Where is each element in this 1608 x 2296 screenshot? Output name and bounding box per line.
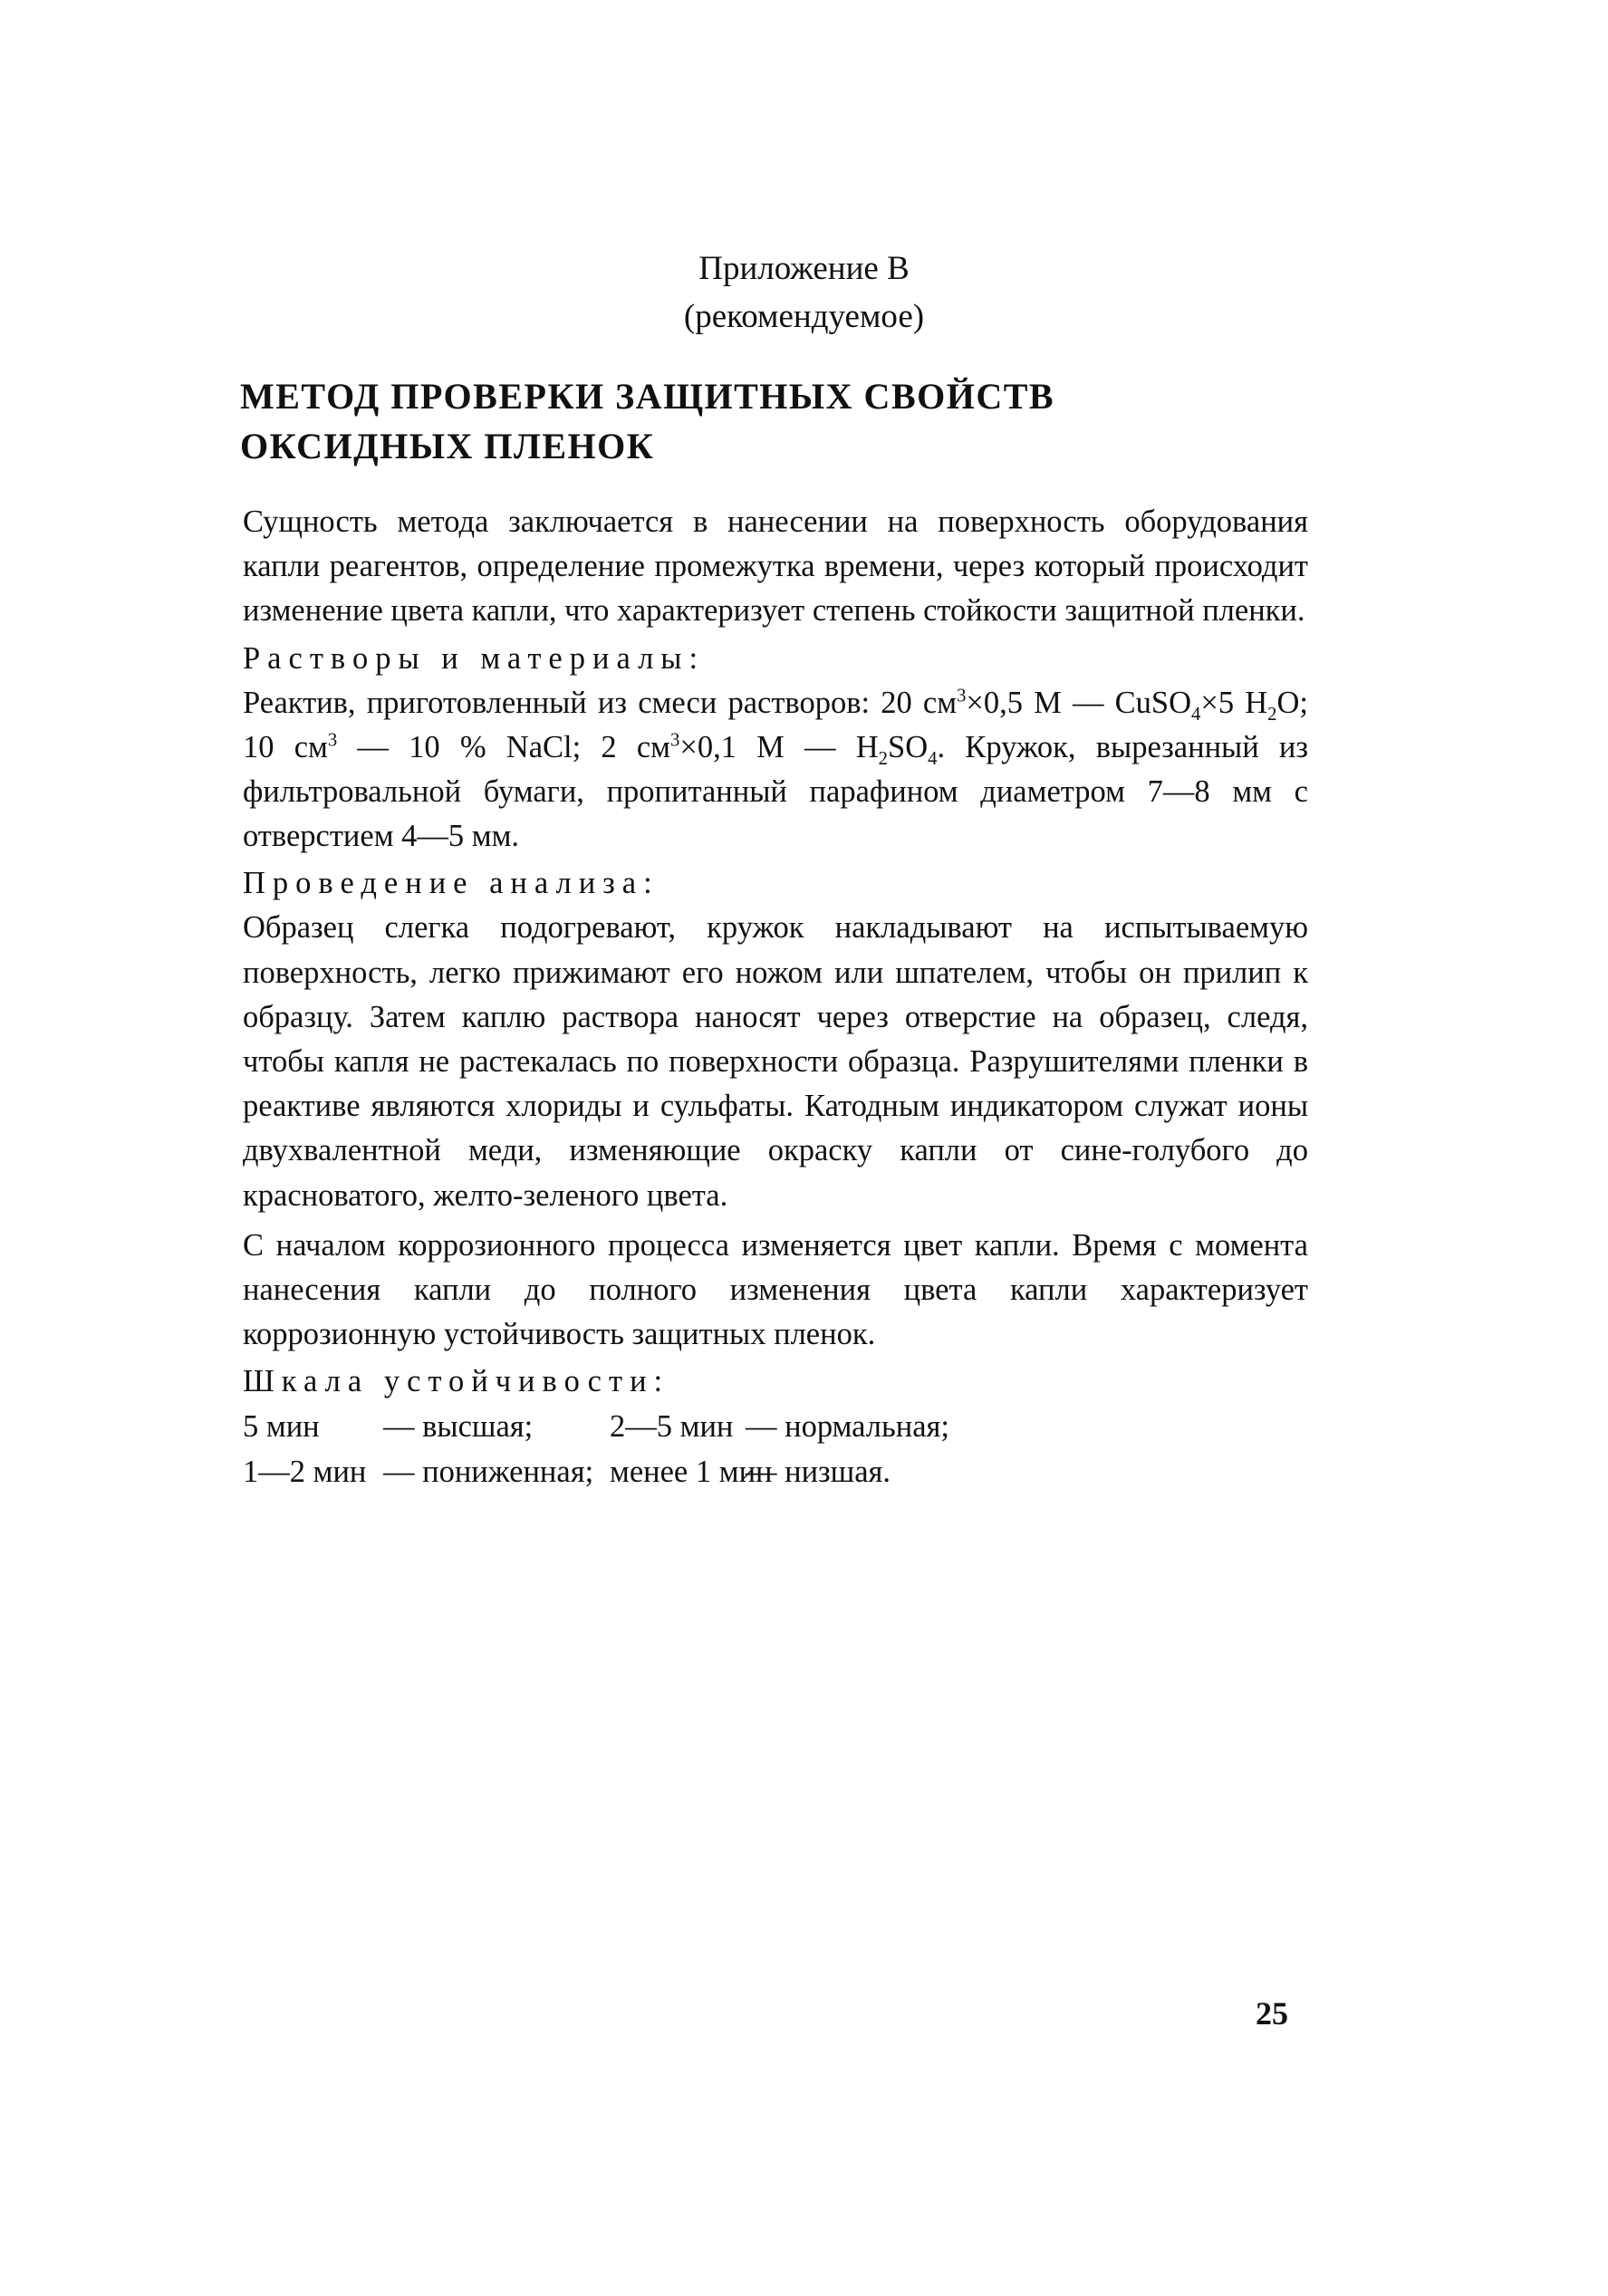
scale-row	[243, 1404, 1308, 1449]
scale-label: Шкала устойчивости:	[243, 1364, 670, 1399]
appendix-status: (рекомендуемое)	[683, 298, 925, 335]
scale-grade: — пониженная;	[383, 1455, 594, 1490]
solutions-text-5: — 10 % NaCl; 2 см	[337, 729, 671, 764]
subscript: 4	[928, 748, 938, 769]
title-line-1: МЕТОД ПРОВЕРКИ ЗАЩИТНЫХ СВОЙСТВ	[240, 376, 1055, 417]
analysis-label: Проведение анализа:	[243, 866, 660, 901]
solutions-text-1: Реактив, приготовленный из смеси растворов: 20 см	[243, 685, 958, 720]
scale-time: 1—2 мин	[243, 1455, 367, 1490]
subscript: 4	[1191, 704, 1201, 725]
page-number: 25	[1256, 1995, 1288, 2032]
solutions-text-4: O; 10 см	[243, 685, 1309, 764]
scale-grade: — высшая;	[383, 1409, 534, 1445]
superscript: 3	[327, 730, 338, 751]
analysis-paragraph: Образец слегка подогревают, кружок накладывают на испытываемую поверхность, легко прижимают его ножом или шпателем, чтобы он прилип к образцу. Затем каплю раствора наносят через отверстие на образец, следя, чтобы капля не растекалась по поверхности образца. Разрушителями пленки в реактиве являются хлориды и сульфаты. Катодным индикатором служат ионы двухвалентной меди, изменяющие окраску капли от сине-голубого до красноватого, желто-зеленого цвета.	[243, 910, 1308, 1213]
corrosion-paragraph: С началом коррозионного процесса изменяется цвет капли. Время с момента нанесения капли до полного изменения цвета капли характеризует коррозионную устойчивость защитных пленок.	[243, 1227, 1308, 1352]
scale-row	[243, 1449, 1308, 1494]
solutions-label: Растворы и материалы:	[243, 640, 706, 676]
scale-grade: — низшая.	[746, 1455, 891, 1490]
document-body	[243, 500, 1308, 1494]
solutions-text-8: . Кружок, вырезанный из фильтровальной бумаги, пропитанный парафином диаметром 7—8 мм с отверстием 4—5 мм.	[243, 729, 1308, 854]
solutions-text-7: SO	[888, 729, 929, 764]
scale-time: 2—5 мин	[610, 1409, 734, 1445]
intro-paragraph: Сущность метода заключается в нанесении на поверхность оборудования капли реагентов, определение промежутка времени, через который происходит изменение цвета капли, что характеризует степень стойкости защитной пленки.	[243, 504, 1308, 629]
appendix-label: Приложение В	[698, 250, 910, 287]
title-line-2: ОКСИДНЫХ ПЛЕНОК	[240, 426, 655, 466]
page-title	[240, 371, 1054, 471]
superscript: 3	[957, 686, 967, 706]
scale-time: менее 1 мин	[610, 1455, 773, 1490]
appendix-heading	[0, 245, 1608, 341]
superscript: 3	[670, 730, 680, 751]
solutions-text-6: ×0,1 М — H	[679, 729, 879, 764]
stability-scale	[243, 1404, 1308, 1494]
solutions-paragraph	[243, 681, 1308, 860]
scale-grade: — нормальная;	[746, 1409, 949, 1445]
subscript: 2	[1267, 704, 1277, 725]
subscript: 2	[878, 748, 889, 769]
solutions-text-3: ×5 H	[1200, 685, 1268, 720]
solutions-text-2: ×0,5 М — CuSO	[966, 685, 1192, 720]
scale-time: 5 мин	[243, 1409, 320, 1445]
